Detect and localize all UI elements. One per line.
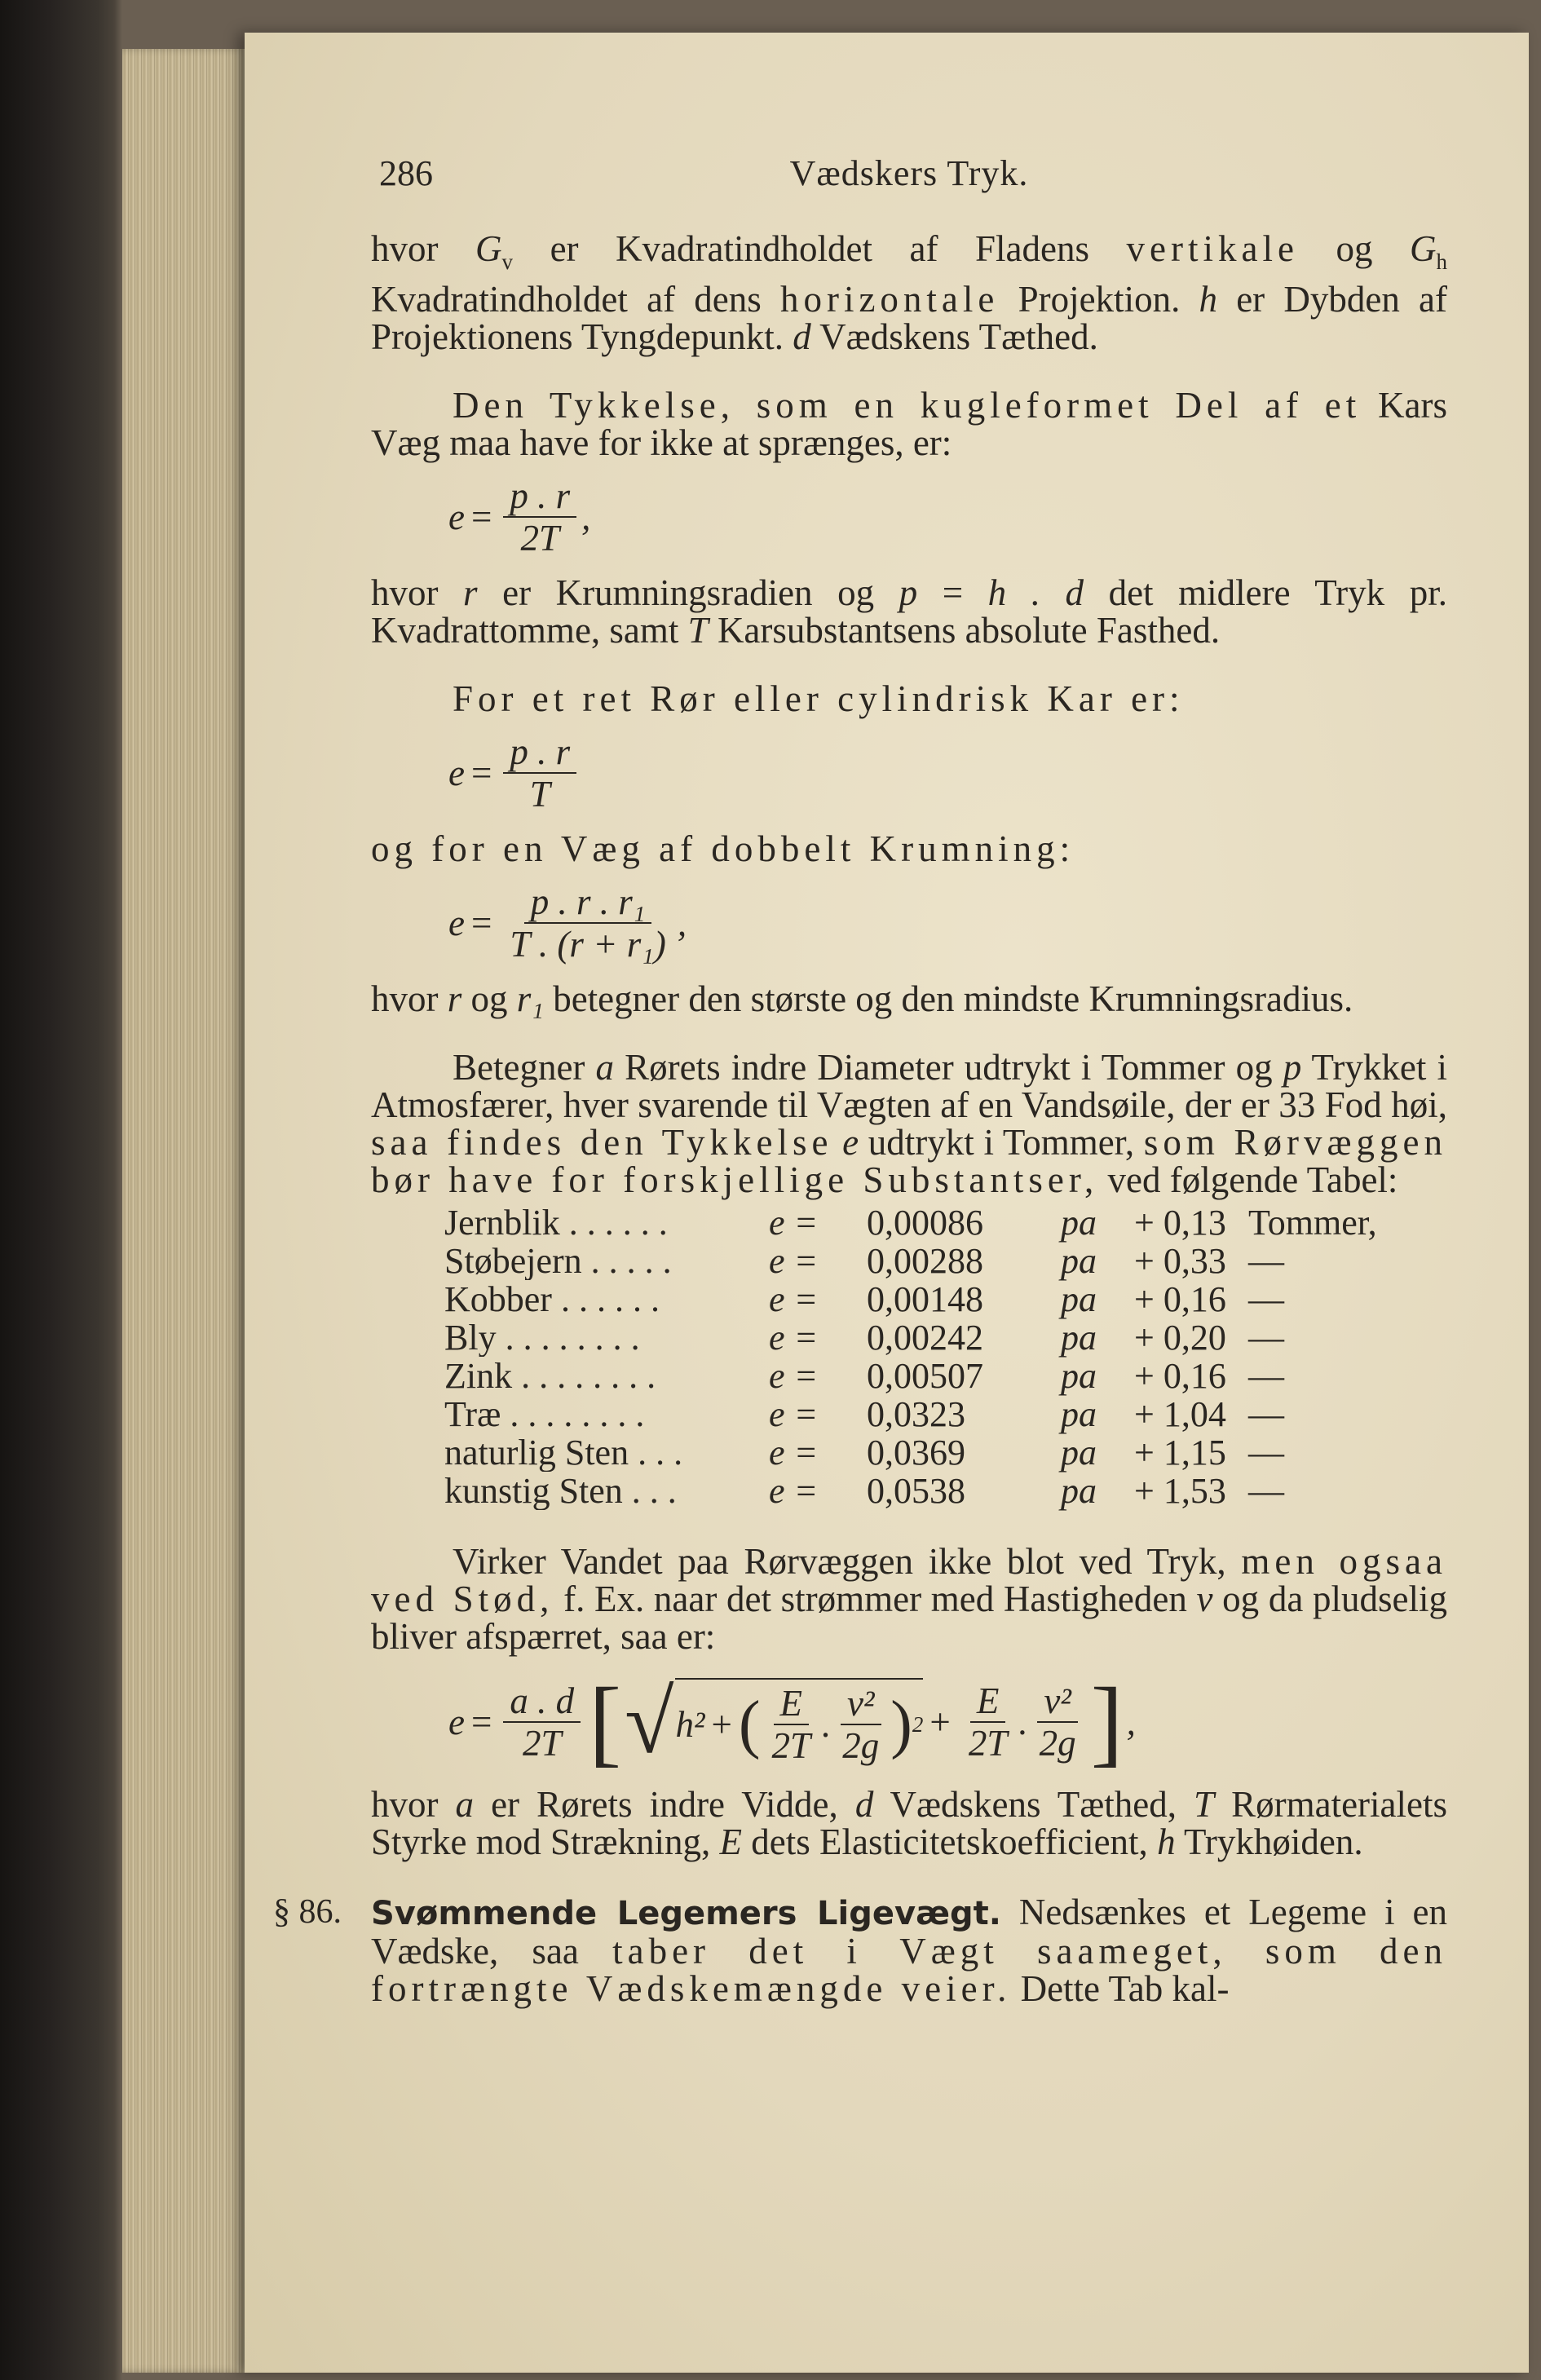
running-header	[371, 155, 1447, 212]
formula-spherical: e = $\frac{p . r}{2T}$ ,	[448, 475, 591, 559]
section-heading: Svømmende Legemers Ligevægt.	[371, 1895, 1001, 1932]
paragraph-cylinder: For et ret Rør eller cylindrisk Kar er:	[453, 678, 1185, 719]
page-text	[273, 153, 1448, 2009]
table-row: Støbejern . . . . . e = 0,00288 pa + 0,33 —	[444, 1241, 1284, 1281]
section-86: § 86. Svømmende Legemers Ligevægt. Nedsænkes et Legeme i en Vædske, saa taber det i Vægt saameget, som den fortrængte Vædskemængde veier. Dette Tab kal-	[273, 1892, 1448, 2009]
paragraph-impact: Virker Vandet paa Rørvæggen ikke blot ved Tryk, men ogsaa ved Stød, f. Ex. naar det strømmer med Hastigheden v og da pludselig bliver afspærret, saa er:	[371, 1541, 1447, 1657]
table-row: Bly . . . . . . . . e = 0,00242 pa + 0,20 —	[444, 1318, 1284, 1358]
book-page	[245, 33, 1529, 2373]
page-number: 286	[379, 153, 433, 193]
table-row: naturlig Sten . . . e = 0,0369 pa + 1,15 —	[444, 1433, 1284, 1473]
formula-cylinder: e = $\frac{p . r}{T}$	[448, 727, 1447, 819]
table-row: Træ . . . . . . . . e = 0,0323 pa + 1,04 —	[444, 1394, 1284, 1434]
paragraph-radii: hvor r og r₁ betegner den største og den mindste Krumningsradius.	[371, 978, 1353, 1019]
thickness-table	[444, 1203, 1447, 1510]
table-row: Zink . . . . . . . . e = 0,00507 pa + 0,16 —	[444, 1356, 1284, 1396]
paragraph-spherical-wall: Den Tykkelse, som en kugleformet Del af et Kars Væg maa have for ikke at sprænges, er:	[371, 385, 1447, 463]
paragraph-radius: hvor r er Krumningsradien og p = h . d det midlere Tryk pr. Kvadrattomme, samt T Karsubstantsens absolute Fasthed.	[371, 572, 1447, 651]
table-row: Kobber . . . . . . e = 0,00148 pa + 0,16 —	[444, 1279, 1284, 1319]
paragraph-double-curvature: og for en Væg af dobbelt Krumning:	[371, 828, 1075, 869]
running-title: Vædskers Tryk.	[789, 153, 1029, 193]
page-edges	[122, 49, 245, 2373]
paragraph-projection: hvor $G_v$ er Kvadratindholdet af Fladens vertikale og $G_h$ Kvadratindholdet af dens horizontale Projektion. h er Dybden af Projektionens Tyngdepunkt. d Vædskens Tæthed.	[371, 228, 1447, 357]
formula-double-curvature: e = $\frac{\text{p . r . r₁}}{\text{T . (r + r₁)}}$ ,	[448, 881, 687, 965]
paragraph-tube: Betegner a Rørets indre Diameter udtrykt i Tommer og p Trykket i Atmosfærer, hver svarende til Vægten af en Vandsøile, der er 33 Fod høi, saa findes den Tykkelse e udtrykt i Tommer, som Rørvæggen bør have for forskjellige Substantser, ved følgende Tabel:	[371, 1047, 1448, 1200]
section-number: § 86.	[273, 1893, 342, 1931]
table-row: Jernblik . . . . . . e = 0,00086 pa + 0,13 Tommer,	[444, 1203, 1377, 1243]
table-row: kunstig Sten . . . e = 0,0538 pa + 1,53 —	[444, 1471, 1284, 1511]
paragraph-variables: hvor a er Rørets indre Vidde, d Vædskens Tæthed, T Rørmaterialets Styrke mod Strækning, E dets Elasticitetskoefficient, h Trykhøiden.	[371, 1784, 1447, 1862]
formula-impact: e = $\frac{a . d}{2T}$ [ √ h² + ( $\frac{E}{2T}$ . $\frac{\text{v²}}{2g}$ ) 2 + $\frac{E}{2T}$ . $\frac{\text{v²}}{2g}$ ] ,	[448, 1667, 1136, 1776]
